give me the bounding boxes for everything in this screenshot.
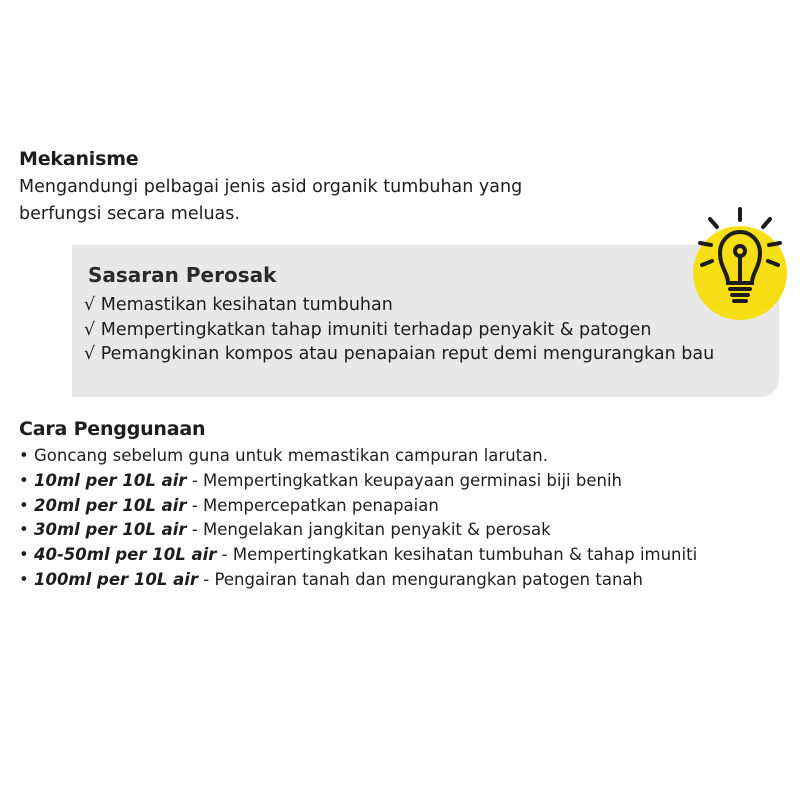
cara-penggunaan-list <box>19 444 697 593</box>
bullet: • <box>19 520 29 540</box>
sasaran-perosak-heading: Sasaran Perosak <box>88 263 277 287</box>
list-item <box>19 543 697 568</box>
bullet: • <box>19 446 29 465</box>
list-item <box>19 444 697 469</box>
mekanisme-description <box>19 174 619 228</box>
list-item <box>19 469 697 494</box>
dose-label: 100ml per 10L air <box>33 569 199 589</box>
list-item <box>19 518 697 543</box>
usage-text: - Mempercepatkan penapaian <box>186 495 439 515</box>
dose-label: 10ml per 10L air <box>33 470 187 490</box>
mekanisme-heading: Mekanisme <box>19 148 139 170</box>
sasaran-perosak-panel <box>72 245 779 397</box>
bullet: • <box>19 470 29 490</box>
dose-label: 30ml per 10L air <box>33 520 187 540</box>
dose-label: 40-50ml per 10L air <box>33 545 217 565</box>
sasaran-perosak-list <box>84 293 714 367</box>
list-item <box>19 568 697 593</box>
usage-text: - Mempertingkatkan keupayaan germinasi biji benih <box>186 470 623 490</box>
mekanisme-line: Mengandungi pelbagai jenis asid organik tumbuhan yang <box>19 177 523 197</box>
cara-penggunaan-heading: Cara Penggunaan <box>19 418 206 440</box>
dose-label: 20ml per 10L air <box>33 495 187 515</box>
list-item: √ Memastikan kesihatan tumbuhan <box>84 295 393 315</box>
usage-text: Goncang sebelum guna untuk memastikan campuran larutan. <box>33 446 548 465</box>
bullet: • <box>19 495 29 515</box>
bullet: • <box>19 569 29 589</box>
lightbulb-icon <box>688 207 792 327</box>
mekanisme-line: berfungsi secara meluas. <box>19 204 240 224</box>
usage-text: - Mengelakan jangkitan penyakit & perosak <box>186 520 551 540</box>
usage-text: - Pengairan tanah dan mengurangkan patogen tanah <box>198 569 643 589</box>
bullet: • <box>19 545 29 565</box>
usage-text: - Mempertingkatkan kesihatan tumbuhan & tahap imuniti <box>216 545 698 565</box>
list-item <box>19 494 697 519</box>
list-item: √ Pemangkinan kompos atau penapaian reput demi mengurangkan bau <box>84 344 715 364</box>
list-item: √ Mempertingkatkan tahap imuniti terhadap penyakit & patogen <box>84 319 652 340</box>
